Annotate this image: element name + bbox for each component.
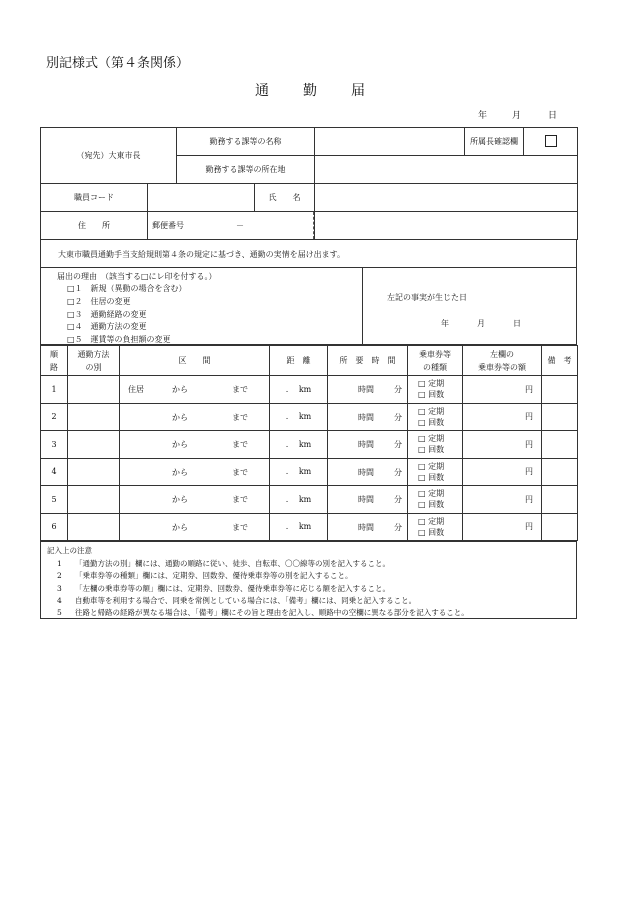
- notes-block: [40, 541, 577, 619]
- form-reference: 別記様式（第４条関係）: [46, 56, 190, 71]
- time-field[interactable]: [328, 403, 408, 431]
- row-number: 5: [41, 486, 68, 514]
- section-field[interactable]: [120, 486, 270, 514]
- row-number: 6: [41, 513, 68, 541]
- notes-list: [57, 558, 469, 619]
- hours-unit: 時間: [358, 440, 374, 449]
- section-field[interactable]: [120, 431, 270, 459]
- distance-field[interactable]: . km: [270, 513, 328, 541]
- teiki-option[interactable]: □ 定期: [418, 434, 445, 444]
- note-item: 2 「乗車券等の種類」欄には、定期券、回数券、優待乗車券等の別を記入すること。: [57, 571, 353, 581]
- route-table: [40, 345, 578, 541]
- from-word: から: [172, 522, 188, 532]
- method-field[interactable]: [68, 458, 120, 486]
- ticket-type-field[interactable]: [408, 486, 463, 514]
- col-ticket-type: 乗車券等 の種類: [408, 346, 463, 376]
- form-title: 通 勤 届: [255, 83, 375, 99]
- remarks-field[interactable]: [542, 376, 578, 404]
- amount-field[interactable]: 円: [463, 486, 542, 514]
- from-word: から: [172, 440, 188, 449]
- hours-unit: 時間: [358, 385, 374, 394]
- note-item: 3 「左欄の乗車券等の額」欄には、定期券、回数券、優待乗車券等に応じる額を記入すること。: [57, 583, 390, 593]
- amount-field[interactable]: 円: [463, 513, 542, 541]
- to-word: まで: [232, 385, 248, 394]
- date-year-label: 年: [478, 111, 488, 121]
- route-row: [41, 458, 578, 486]
- note-item: 1 「通勤方法の別」欄には、通勤の順路に従い、徒歩、自転車、〇〇線等の別を記入すること。: [57, 559, 390, 568]
- address-label: 住 所: [41, 212, 148, 240]
- method-field[interactable]: [68, 431, 120, 459]
- address-field[interactable]: [315, 212, 578, 240]
- dept-addr-label: 勤務する課等の所在地: [177, 156, 315, 184]
- col-time: 所 要 時 間: [328, 346, 408, 376]
- minutes-unit: 分: [394, 412, 402, 422]
- declaration-text: 大東市職員通勤手当支給規則第４条の規定に基づき、通勤の実情を届け出ます。: [58, 250, 346, 259]
- remarks-field[interactable]: [542, 403, 578, 431]
- confirm-label: 所属長確認欄: [465, 128, 524, 156]
- section-field[interactable]: [120, 376, 270, 404]
- section-field[interactable]: [120, 403, 270, 431]
- name-field[interactable]: [315, 184, 578, 212]
- ticket-type-field[interactable]: [408, 458, 463, 486]
- postal-field[interactable]: [148, 212, 315, 240]
- col-remarks: 備 考: [542, 346, 578, 376]
- origin-text: 住居: [128, 385, 144, 394]
- ticket-type-field[interactable]: [408, 403, 463, 431]
- section-field[interactable]: [120, 458, 270, 486]
- reason-option-5[interactable]: □５ 運賃等の負担額の変更: [67, 335, 171, 345]
- reason-option-2[interactable]: □２ 住居の変更: [67, 296, 131, 306]
- ticket-type-field[interactable]: [408, 431, 463, 459]
- method-field[interactable]: [68, 376, 120, 404]
- col-distance: 距 離: [270, 346, 328, 376]
- kaisu-option[interactable]: □ 回数: [418, 417, 445, 427]
- minutes-unit: 分: [394, 522, 402, 532]
- method-field[interactable]: [68, 403, 120, 431]
- declaration-block: [40, 239, 577, 345]
- staff-code-label: 職員コード: [41, 184, 148, 212]
- remarks-field[interactable]: [542, 458, 578, 486]
- minutes-unit: 分: [394, 385, 402, 394]
- hours-unit: 時間: [358, 495, 374, 504]
- addressee: （宛先）大東市長: [41, 128, 177, 184]
- amount-field[interactable]: 円: [463, 431, 542, 459]
- section-field[interactable]: [120, 513, 270, 541]
- route-row: [41, 486, 578, 514]
- route-row: [41, 403, 578, 431]
- amount-field[interactable]: 円: [463, 403, 542, 431]
- remarks-field[interactable]: [542, 486, 578, 514]
- reason-option-4[interactable]: □４ 通勤方法の変更: [67, 322, 147, 332]
- applicant-table: [40, 127, 578, 240]
- row-number: 1: [41, 376, 68, 404]
- to-word: まで: [232, 440, 248, 449]
- to-word: まで: [232, 495, 248, 504]
- dept-addr-field[interactable]: [315, 156, 578, 184]
- note-item: 4 自動車等を利用する場合で、同乗を常例としている場合には、「備考」欄には、同乗と記入すること。: [57, 595, 417, 605]
- row-number: 3: [41, 431, 68, 459]
- teiki-option[interactable]: □ 定期: [418, 379, 445, 389]
- remarks-field[interactable]: [542, 513, 578, 541]
- teiki-option[interactable]: □ 定期: [418, 461, 445, 471]
- hours-unit: 時間: [358, 467, 374, 477]
- col-seq: 順 路: [41, 346, 68, 376]
- amount-field[interactable]: 円: [463, 376, 542, 404]
- minutes-unit: 分: [394, 495, 402, 504]
- from-word: から: [172, 412, 188, 422]
- from-word: から: [172, 385, 188, 394]
- route-row: [41, 376, 578, 404]
- date-month-label: 月: [512, 111, 522, 121]
- to-word: まで: [232, 412, 248, 422]
- kaisu-option[interactable]: □ 回数: [418, 500, 445, 510]
- staff-code-field[interactable]: [148, 184, 255, 212]
- time-field[interactable]: [328, 431, 408, 459]
- time-field[interactable]: [328, 458, 408, 486]
- reason-option-3[interactable]: □３ 通勤経路の変更: [67, 309, 147, 319]
- route-row: [41, 513, 578, 541]
- kaisu-option[interactable]: □ 回数: [418, 472, 445, 482]
- distance-field[interactable]: . km: [270, 431, 328, 459]
- time-field[interactable]: [328, 376, 408, 404]
- fact-year-label: 年: [441, 319, 449, 328]
- teiki-option[interactable]: □ 定期: [418, 489, 445, 499]
- hours-unit: 時間: [358, 412, 374, 422]
- distance-field[interactable]: . km: [270, 458, 328, 486]
- distance-field[interactable]: . km: [270, 486, 328, 514]
- checkbox-icon: [545, 135, 557, 147]
- from-word: から: [172, 467, 188, 477]
- note-item: 5 往路と帰路の経路が異なる場合は、「備考」欄にその旨と理由を記入し、順路中の空欄に異なる部分を記入すること。: [57, 608, 469, 618]
- fact-date-label: 左記の事実が生じた日: [387, 293, 467, 302]
- reason-heading: 届出の理由 （該当する□にレ印を付する。）: [57, 272, 217, 281]
- route-row: [41, 431, 578, 459]
- ticket-type-field[interactable]: [408, 376, 463, 404]
- col-section: 区 間: [120, 346, 270, 376]
- minutes-unit: 分: [394, 440, 402, 449]
- row-number: 2: [41, 403, 68, 431]
- time-field[interactable]: [328, 513, 408, 541]
- teiki-option[interactable]: □ 定期: [418, 516, 445, 526]
- distance-field[interactable]: . km: [270, 403, 328, 431]
- row-number: 4: [41, 458, 68, 486]
- name-label: 氏 名: [255, 184, 315, 212]
- kaisu-option[interactable]: □ 回数: [418, 445, 445, 455]
- remarks-field[interactable]: [542, 431, 578, 459]
- to-word: まで: [232, 467, 248, 477]
- from-word: から: [172, 495, 188, 504]
- confirm-checkbox[interactable]: [524, 128, 578, 156]
- kaisu-option[interactable]: □ 回数: [418, 390, 445, 400]
- postal-label: 郵便番号: [152, 221, 184, 230]
- col-method: 通勤方法 の別: [68, 346, 120, 376]
- dept-name-field[interactable]: [315, 128, 465, 156]
- distance-field[interactable]: . km: [270, 376, 328, 404]
- col-amount: 左欄の 乗車券等の額: [463, 346, 542, 376]
- ticket-type-field[interactable]: [408, 513, 463, 541]
- fact-month-label: 月: [477, 319, 485, 328]
- reason-option-1[interactable]: □１ 新規（異動の場合を含む）: [67, 284, 187, 293]
- date-day-label: 日: [548, 111, 558, 121]
- fact-day-label: 日: [513, 319, 521, 328]
- hours-unit: 時間: [358, 522, 374, 532]
- kaisu-option[interactable]: □ 回数: [418, 527, 445, 537]
- time-field[interactable]: [328, 486, 408, 514]
- method-field[interactable]: [68, 513, 120, 541]
- notes-heading: 記入上の注意: [47, 546, 92, 555]
- teiki-option[interactable]: □ 定期: [418, 406, 445, 416]
- postal-dash: －: [236, 221, 244, 230]
- amount-field[interactable]: 円: [463, 458, 542, 486]
- reason-list: [67, 283, 187, 347]
- to-word: まで: [232, 522, 248, 532]
- minutes-unit: 分: [394, 467, 402, 477]
- dept-name-label: 勤務する課等の名称: [177, 128, 315, 156]
- method-field[interactable]: [68, 486, 120, 514]
